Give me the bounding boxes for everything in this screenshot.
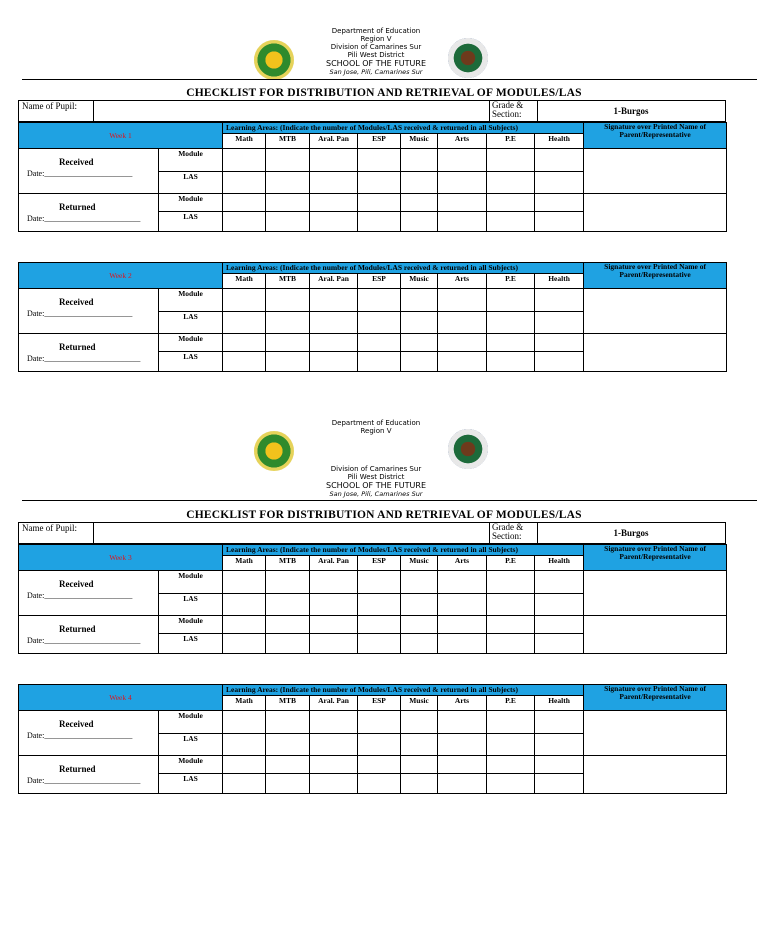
signature-cell[interactable] <box>584 756 727 794</box>
learning-areas-label: Learning Areas: (Indicate the number of Modules/LAS received & returned in all Subjects) <box>223 685 584 696</box>
name-label: Name of Pupil: <box>22 101 77 111</box>
count-cell[interactable] <box>535 289 584 312</box>
received-section <box>19 571 159 616</box>
count-cell[interactable] <box>401 774 438 794</box>
count-cell[interactable] <box>310 756 358 774</box>
received-label: Received <box>59 579 94 589</box>
division-line: Division of Camarines Sur <box>330 465 422 473</box>
module-label: Module <box>159 194 223 212</box>
module-label: Module <box>159 289 223 312</box>
count-cell[interactable] <box>535 756 584 774</box>
module-label: Module <box>159 711 223 734</box>
grade-value: 1-Burgos <box>613 106 649 116</box>
received-label: Received <box>59 157 94 167</box>
signature-cell[interactable] <box>584 194 727 232</box>
count-cell[interactable] <box>223 711 266 734</box>
received-date[interactable]: Date:______________________ <box>27 169 133 178</box>
count-cell[interactable] <box>535 774 584 794</box>
subject-header: MTB <box>266 274 310 289</box>
subject-header: Health <box>535 274 584 289</box>
count-cell[interactable] <box>487 312 535 334</box>
signature-cell[interactable] <box>584 571 727 616</box>
subject-header: ESP <box>358 274 401 289</box>
returned-section <box>19 756 159 794</box>
region-line: Region V <box>360 427 392 435</box>
count-cell[interactable] <box>401 571 438 594</box>
count-cell[interactable] <box>358 634 401 654</box>
count-cell[interactable] <box>310 172 358 194</box>
count-cell[interactable] <box>487 352 535 372</box>
count-cell[interactable] <box>266 212 310 232</box>
count-cell[interactable] <box>438 212 487 232</box>
count-cell[interactable] <box>358 334 401 352</box>
signature-label: Signature over Printed Name of Parent/Representative <box>584 123 727 149</box>
count-cell[interactable] <box>223 352 266 372</box>
count-cell[interactable] <box>487 289 535 312</box>
subject-header: ESP <box>358 134 401 149</box>
count-cell[interactable] <box>401 172 438 194</box>
pupil-info-row-2 <box>18 522 726 544</box>
count-cell[interactable] <box>438 634 487 654</box>
school-address: San Jose, Pili, Camarines Sur <box>329 490 423 498</box>
week-label: Week 4 <box>19 685 223 711</box>
school-address: San Jose, Pili, Camarines Sur <box>329 68 423 76</box>
subject-header: Math <box>223 134 266 149</box>
count-cell[interactable] <box>535 616 584 634</box>
signature-cell[interactable] <box>584 711 727 756</box>
count-cell[interactable] <box>401 312 438 334</box>
count-cell[interactable] <box>266 334 310 352</box>
count-cell[interactable] <box>310 289 358 312</box>
count-cell[interactable] <box>266 571 310 594</box>
header-text-1 <box>300 27 452 76</box>
count-cell[interactable] <box>358 756 401 774</box>
grade-value: 1-Burgos <box>613 528 649 538</box>
subject-header: Aral. Pan <box>310 556 358 571</box>
count-cell[interactable] <box>401 289 438 312</box>
returned-label: Returned <box>59 202 96 212</box>
subject-header: Aral. Pan <box>310 134 358 149</box>
subject-header: Arts <box>438 134 487 149</box>
count-cell[interactable] <box>401 734 438 756</box>
received-section <box>19 149 159 194</box>
count-cell[interactable] <box>438 352 487 372</box>
count-cell[interactable] <box>535 334 584 352</box>
count-cell[interactable] <box>266 616 310 634</box>
learning-areas-label: Learning Areas: (Indicate the number of Modules/LAS received & returned in all Subjects) <box>223 263 584 274</box>
count-cell[interactable] <box>223 571 266 594</box>
count-cell[interactable] <box>401 594 438 616</box>
week-table <box>18 544 727 654</box>
count-cell[interactable] <box>358 711 401 734</box>
received-label: Received <box>59 297 94 307</box>
count-cell[interactable] <box>310 212 358 232</box>
count-cell[interactable] <box>358 352 401 372</box>
count-cell[interactable] <box>358 571 401 594</box>
received-date[interactable]: Date:______________________ <box>27 731 133 740</box>
count-cell[interactable] <box>438 616 487 634</box>
name-field[interactable] <box>94 101 489 121</box>
name-label: Name of Pupil: <box>22 523 77 533</box>
received-section <box>19 711 159 756</box>
deped-region-seal-icon <box>254 431 294 471</box>
count-cell[interactable] <box>401 756 438 774</box>
week-table <box>18 684 727 794</box>
count-cell[interactable] <box>223 334 266 352</box>
subject-header: Math <box>223 556 266 571</box>
division-line: Division of Camarines Sur <box>330 43 422 51</box>
division-seal-icon <box>448 38 488 78</box>
header-text-2a <box>300 419 452 435</box>
module-label: Module <box>159 571 223 594</box>
count-cell[interactable] <box>535 149 584 172</box>
dept-line: Department of Education <box>331 419 421 427</box>
module-label: Module <box>159 756 223 774</box>
count-cell[interactable] <box>266 352 310 372</box>
count-cell[interactable] <box>358 212 401 232</box>
count-cell[interactable] <box>223 212 266 232</box>
subject-header: Music <box>401 556 438 571</box>
region-line: Region V <box>360 35 392 43</box>
subject-header: ESP <box>358 696 401 711</box>
count-cell[interactable] <box>487 734 535 756</box>
subject-header: P.E <box>487 274 535 289</box>
count-cell[interactable] <box>266 172 310 194</box>
las-label: LAS <box>159 774 223 794</box>
count-cell[interactable] <box>310 149 358 172</box>
count-cell[interactable] <box>487 149 535 172</box>
count-cell[interactable] <box>438 734 487 756</box>
count-cell[interactable] <box>358 149 401 172</box>
count-cell[interactable] <box>401 212 438 232</box>
school-name: SCHOOL OF THE FUTURE <box>325 481 427 490</box>
las-label: LAS <box>159 312 223 334</box>
module-label: Module <box>159 149 223 172</box>
count-cell[interactable] <box>223 634 266 654</box>
page-title-2: CHECKLIST FOR DISTRIBUTION AND RETRIEVAL OF MODULES/LAS <box>186 509 582 521</box>
count-cell[interactable] <box>438 289 487 312</box>
count-cell[interactable] <box>223 149 266 172</box>
count-cell[interactable] <box>487 594 535 616</box>
count-cell[interactable] <box>310 774 358 794</box>
subject-header: Arts <box>438 556 487 571</box>
count-cell[interactable] <box>223 616 266 634</box>
returned-label: Returned <box>59 764 96 774</box>
las-label: LAS <box>159 172 223 194</box>
count-cell[interactable] <box>535 734 584 756</box>
count-cell[interactable] <box>438 774 487 794</box>
signature-cell[interactable] <box>584 149 727 194</box>
count-cell[interactable] <box>358 172 401 194</box>
count-cell[interactable] <box>266 774 310 794</box>
learning-areas-label: Learning Areas: (Indicate the number of Modules/LAS received & returned in all Subjects) <box>223 123 584 134</box>
count-cell[interactable] <box>310 594 358 616</box>
count-cell[interactable] <box>535 312 584 334</box>
grade-label: Grade & Section: <box>492 522 524 541</box>
count-cell[interactable] <box>401 711 438 734</box>
count-cell[interactable] <box>487 711 535 734</box>
count-cell[interactable] <box>266 149 310 172</box>
count-cell[interactable] <box>438 756 487 774</box>
count-cell[interactable] <box>223 194 266 212</box>
district-line: Pili West District <box>347 473 405 481</box>
count-cell[interactable] <box>535 594 584 616</box>
count-cell[interactable] <box>358 289 401 312</box>
returned-section <box>19 616 159 654</box>
returned-date[interactable]: Date:________________________ <box>27 636 141 645</box>
dept-line: Department of Education <box>331 27 421 35</box>
count-cell[interactable] <box>266 711 310 734</box>
count-cell[interactable] <box>438 711 487 734</box>
count-cell[interactable] <box>535 172 584 194</box>
count-cell[interactable] <box>535 634 584 654</box>
count-cell[interactable] <box>487 172 535 194</box>
returned-label: Returned <box>59 342 96 352</box>
count-cell[interactable] <box>358 594 401 616</box>
count-cell[interactable] <box>266 634 310 654</box>
returned-section <box>19 334 159 372</box>
signature-cell[interactable] <box>584 334 727 372</box>
las-label: LAS <box>159 594 223 616</box>
grade-label: Grade & Section: <box>492 100 524 119</box>
learning-areas-label: Learning Areas: (Indicate the number of Modules/LAS received & returned in all Subjects) <box>223 545 584 556</box>
count-cell[interactable] <box>310 312 358 334</box>
subject-header: MTB <box>266 134 310 149</box>
subject-header: MTB <box>266 696 310 711</box>
received-section <box>19 289 159 334</box>
subject-header: Music <box>401 696 438 711</box>
count-cell[interactable] <box>401 194 438 212</box>
count-cell[interactable] <box>401 149 438 172</box>
header-divider <box>22 500 757 501</box>
subject-header: P.E <box>487 556 535 571</box>
count-cell[interactable] <box>310 352 358 372</box>
count-cell[interactable] <box>223 756 266 774</box>
count-cell[interactable] <box>401 352 438 372</box>
school-name: SCHOOL OF THE FUTURE <box>325 59 427 68</box>
returned-date[interactable]: Date:________________________ <box>27 776 141 785</box>
count-cell[interactable] <box>310 634 358 654</box>
count-cell[interactable] <box>438 194 487 212</box>
count-cell[interactable] <box>487 194 535 212</box>
header-text-2b <box>300 465 452 498</box>
returned-date[interactable]: Date:________________________ <box>27 354 141 363</box>
count-cell[interactable] <box>438 594 487 616</box>
header-divider <box>22 79 757 80</box>
count-cell[interactable] <box>266 289 310 312</box>
count-cell[interactable] <box>310 711 358 734</box>
subject-header: Arts <box>438 274 487 289</box>
count-cell[interactable] <box>401 334 438 352</box>
count-cell[interactable] <box>310 334 358 352</box>
count-cell[interactable] <box>310 194 358 212</box>
las-label: LAS <box>159 212 223 232</box>
count-cell[interactable] <box>266 734 310 756</box>
subject-header: MTB <box>266 556 310 571</box>
week-label: Week 1 <box>19 123 223 149</box>
week-label: Week 2 <box>19 263 223 289</box>
subject-header: Health <box>535 556 584 571</box>
count-cell[interactable] <box>535 212 584 232</box>
count-cell[interactable] <box>401 616 438 634</box>
pupil-info-row-1 <box>18 100 726 122</box>
returned-label: Returned <box>59 624 96 634</box>
count-cell[interactable] <box>487 634 535 654</box>
count-cell[interactable] <box>223 172 266 194</box>
module-label: Module <box>159 334 223 352</box>
subject-header: Health <box>535 696 584 711</box>
week-table <box>18 262 727 372</box>
count-cell[interactable] <box>223 774 266 794</box>
subject-header: P.E <box>487 696 535 711</box>
count-cell[interactable] <box>487 571 535 594</box>
count-cell[interactable] <box>401 634 438 654</box>
count-cell[interactable] <box>310 571 358 594</box>
subject-header: Math <box>223 274 266 289</box>
las-label: LAS <box>159 634 223 654</box>
count-cell[interactable] <box>487 756 535 774</box>
subject-header: Aral. Pan <box>310 696 358 711</box>
count-cell[interactable] <box>438 312 487 334</box>
count-cell[interactable] <box>535 571 584 594</box>
deped-region-seal-icon <box>254 40 294 80</box>
division-seal-icon <box>448 429 488 469</box>
module-label: Module <box>159 616 223 634</box>
signature-cell[interactable] <box>584 289 727 334</box>
subject-header: Music <box>401 274 438 289</box>
count-cell[interactable] <box>310 616 358 634</box>
count-cell[interactable] <box>266 594 310 616</box>
count-cell[interactable] <box>358 734 401 756</box>
count-cell[interactable] <box>535 352 584 372</box>
signature-cell[interactable] <box>584 616 727 654</box>
count-cell[interactable] <box>310 734 358 756</box>
count-cell[interactable] <box>487 616 535 634</box>
week-label: Week 3 <box>19 545 223 571</box>
returned-date[interactable]: Date:________________________ <box>27 214 141 223</box>
count-cell[interactable] <box>535 194 584 212</box>
signature-label: Signature over Printed Name of Parent/Representative <box>584 263 727 289</box>
count-cell[interactable] <box>438 571 487 594</box>
count-cell[interactable] <box>358 774 401 794</box>
count-cell[interactable] <box>266 194 310 212</box>
count-cell[interactable] <box>223 312 266 334</box>
count-cell[interactable] <box>535 711 584 734</box>
count-cell[interactable] <box>487 774 535 794</box>
count-cell[interactable] <box>358 194 401 212</box>
count-cell[interactable] <box>223 289 266 312</box>
count-cell[interactable] <box>266 312 310 334</box>
signature-label: Signature over Printed Name of Parent/Representative <box>584 685 727 711</box>
count-cell[interactable] <box>358 312 401 334</box>
name-field[interactable] <box>94 523 489 543</box>
count-cell[interactable] <box>223 734 266 756</box>
count-cell[interactable] <box>438 172 487 194</box>
las-label: LAS <box>159 734 223 756</box>
count-cell[interactable] <box>266 756 310 774</box>
district-line: Pili West District <box>347 51 405 59</box>
received-label: Received <box>59 719 94 729</box>
returned-section <box>19 194 159 232</box>
subject-header: ESP <box>358 556 401 571</box>
signature-label: Signature over Printed Name of Parent/Representative <box>584 545 727 571</box>
subject-header: Math <box>223 696 266 711</box>
count-cell[interactable] <box>438 334 487 352</box>
subject-header: Aral. Pan <box>310 274 358 289</box>
subject-header: P.E <box>487 134 535 149</box>
las-label: LAS <box>159 352 223 372</box>
subject-header: Health <box>535 134 584 149</box>
count-cell[interactable] <box>223 594 266 616</box>
week-table <box>18 122 727 232</box>
count-cell[interactable] <box>487 334 535 352</box>
subject-header: Arts <box>438 696 487 711</box>
received-date[interactable]: Date:______________________ <box>27 591 133 600</box>
count-cell[interactable] <box>438 149 487 172</box>
count-cell[interactable] <box>358 616 401 634</box>
subject-header: Music <box>401 134 438 149</box>
count-cell[interactable] <box>487 212 535 232</box>
page-title-1: CHECKLIST FOR DISTRIBUTION AND RETRIEVAL OF MODULES/LAS <box>186 87 582 99</box>
received-date[interactable]: Date:______________________ <box>27 309 133 318</box>
